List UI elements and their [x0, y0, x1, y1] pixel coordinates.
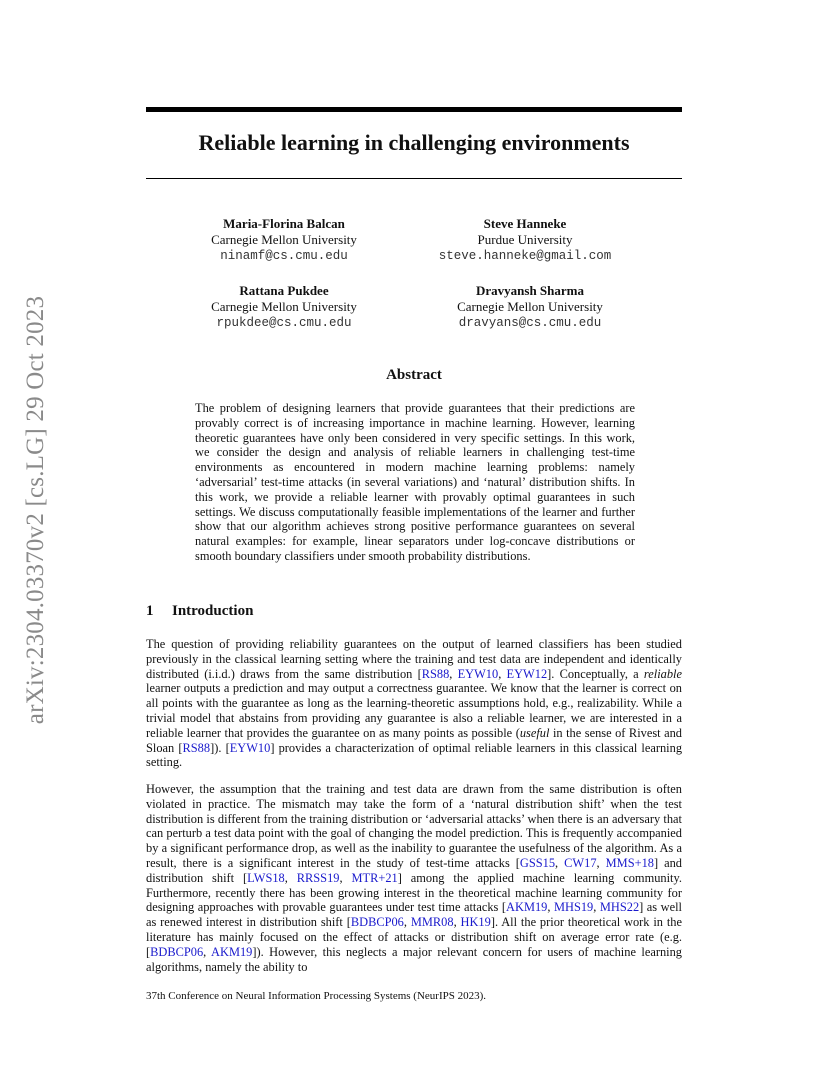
text-run: in the sense of Rivest and Sloan [	[146, 725, 682, 755]
section-title: Introduction	[172, 603, 254, 619]
paper-title: Reliable learning in challenging environments	[198, 130, 630, 155]
text-run: ] and distribution shift [	[146, 855, 682, 885]
citation-link[interactable]: LWS18	[247, 870, 285, 885]
text-run: ]. Conceptually, a	[547, 666, 644, 681]
author-affiliation: Carnegie Mellon University	[457, 299, 603, 314]
text-run: The question of providing reliability guarantees on the output of learned classifiers has been studied previously in the classical learning setting where the training and test data are independent and identically distributed (i.i.d.) draws from the same distribution [	[146, 637, 682, 681]
citation-link[interactable]: CW17	[564, 855, 597, 870]
citation-link[interactable]: BDBCP06	[150, 944, 204, 959]
text-run: ,	[339, 870, 352, 885]
text-run: ] provides a characterization of optimal reliable learners in this classical learning setting.	[146, 740, 683, 770]
author-block	[405, 216, 645, 264]
section-number: 1	[146, 603, 154, 619]
text-run: ,	[555, 855, 565, 870]
text-run: ,	[547, 900, 554, 915]
author-email[interactable]: dravyans@cs.cmu.edu	[458, 316, 602, 330]
text-run: ,	[203, 944, 212, 959]
citation-link[interactable]: MHS22	[599, 900, 640, 915]
text-run: ]. All the prior theoretical work in the literature has mainly focused on the effect of attacks or distribution shift on average error rate (e.g. [	[146, 915, 682, 959]
arxiv-identifier: arXiv:2304.03370v2 [cs.LG] 29 Oct 2023	[22, 295, 49, 725]
citation-link[interactable]: MMS+18	[605, 855, 654, 870]
author-email[interactable]: steve.hanneke@gmail.com	[438, 249, 612, 263]
text-run: ,	[498, 666, 507, 681]
text-run: ] among the applied machine learning community. Furthermore, recently there has been growing interest in the theoretical machine learning community for designing approaches with provable guarantees under test time attacks [	[146, 870, 682, 915]
author-block	[164, 216, 404, 264]
emphasis-text: useful	[519, 725, 550, 740]
citation-link[interactable]: BDBCP06	[350, 915, 404, 930]
citation-link[interactable]: MTR+21	[351, 870, 398, 885]
author-name: Maria-Florina Balcan	[223, 216, 345, 231]
citation-link[interactable]: AKM19	[506, 900, 548, 915]
citation-link[interactable]: EYW10	[457, 666, 499, 681]
conference-footnote: 37th Conference on Neural Information Processing Systems (NeurIPS 2023).	[146, 990, 487, 1002]
citation-link[interactable]: RRSS19	[296, 870, 340, 885]
text-run: ] as well as renewed interest in distribution shift [	[146, 900, 682, 930]
text-run: ]). However, this neglects a major relevant concern for users of machine learning algorithms, namely the ability to	[146, 944, 682, 974]
author-block	[410, 283, 650, 331]
citation-link[interactable]: GSS15	[519, 855, 556, 870]
author-affiliation: Purdue University	[477, 232, 573, 247]
author-email[interactable]: ninamf@cs.cmu.edu	[220, 249, 348, 263]
intro-paragraph-2	[146, 782, 682, 974]
text-run: ,	[284, 870, 297, 885]
citation-link[interactable]: EYW10	[229, 740, 271, 755]
arxiv-side-stamp	[24, 290, 48, 730]
text-run: learner outputs a prediction and may output a correctness guarantee. We know that the learner is correct on all points with the guarantee as long as the learning-theoretic assumptions hold, e.g., realizability. While a trivial model that abstains from providing any guarantee is also a reliable learner, we are interested in a reliable learner that provides the guarantee on as many points as possible (	[146, 681, 682, 740]
author-name: Dravyansh Sharma	[476, 283, 584, 298]
text-run: ,	[449, 666, 458, 681]
text-run: ,	[593, 900, 600, 915]
author-block	[164, 283, 404, 331]
title-rule-top	[146, 107, 682, 112]
citation-link[interactable]: MMR08	[410, 915, 454, 930]
text-run: ]). [	[210, 740, 230, 755]
abstract-body: The problem of designing learners that provide guarantees that their predictions are provably correct is of increasing importance in machine learning. However, learning theoretic guarantees have only been considered in very specific settings. In this work, we consider the design and analysis of reliable learners in challenging test-time environments as encountered in modern machine learning problems: namely ‘adversarial’ test-time attacks (in several variations) and ‘natural’ distribution shifts. In this work, we provide a reliable learner with provably optimal guarantees in such settings. We discuss computationally feasible implementations of the learner and further show that our algorithm achieves strong positive performance guarantees on several natural examples: for example, linear separators under log-concave distributions or smooth boundary classifiers under smooth probability distributions.	[195, 401, 635, 563]
citation-link[interactable]: HK19	[460, 915, 491, 930]
text-run: ,	[453, 915, 461, 930]
author-affiliation: Carnegie Mellon University	[211, 299, 357, 314]
emphasis-text: reliable	[643, 666, 682, 681]
title-rule-bottom	[146, 178, 682, 179]
author-name: Rattana Pukdee	[239, 283, 329, 298]
citation-link[interactable]: RS88	[421, 666, 450, 681]
citation-link[interactable]: AKM19	[211, 944, 253, 959]
abstract-heading: Abstract	[386, 367, 442, 383]
section-heading	[146, 603, 253, 620]
text-run: ,	[403, 915, 411, 930]
citation-link[interactable]: RS88	[182, 740, 211, 755]
citation-link[interactable]: MHS19	[554, 900, 594, 915]
author-email[interactable]: rpukdee@cs.cmu.edu	[216, 316, 352, 330]
intro-paragraph-1	[146, 637, 682, 770]
author-affiliation: Carnegie Mellon University	[211, 232, 357, 247]
citation-link[interactable]: EYW12	[506, 666, 548, 681]
text-run: ,	[596, 855, 606, 870]
text-run: However, the assumption that the training and test data are drawn from the same distribution is often violated in practice. The mismatch may take the form of a ‘natural distribution shift’ when the test distribution is different from the training distribution or ‘adversarial attacks’ when there is an adversary that can perturb a test data point with the goal of changing the model prediction. This is frequently accompanied by a significant performance drop, as well as the inability to guarantee the usefulness of the algorithm. As a result, there is a significant interest in the study of test-time attacks [	[146, 782, 682, 870]
author-name: Steve Hanneke	[483, 216, 567, 231]
